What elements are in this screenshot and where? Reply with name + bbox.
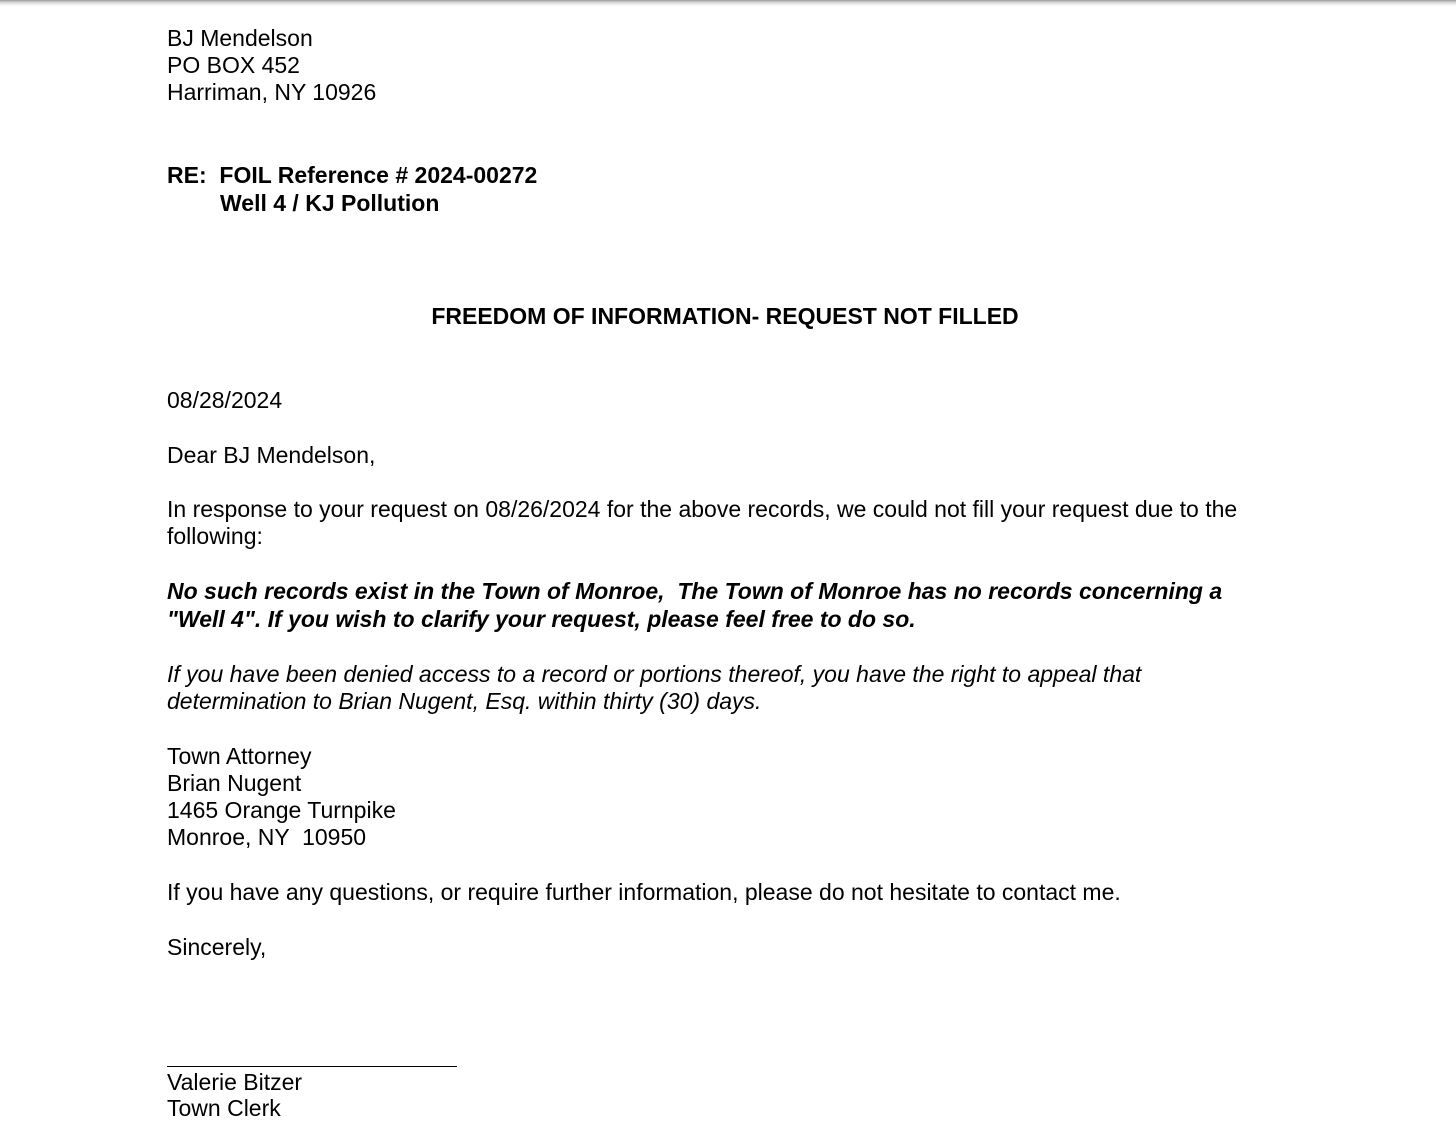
intro-line1: In response to your request on 08/26/2024 for the above records, we could not fill your request due to the [167,496,1238,522]
closing-note: If you have any questions, or require further information, please do not hesitate to contact me. [167,879,1121,905]
sender-address-line2: Harriman, NY 10926 [167,79,377,105]
intro-line2: following: [167,523,263,549]
attorney-city: Monroe, NY 10950 [167,824,367,850]
sender-address-line1: PO BOX 452 [167,52,300,78]
attorney-title: Town Attorney [167,743,312,769]
page-title-text: FREEDOM OF INFORMATION- REQUEST NOT FILLED [431,303,1019,329]
signer-title: Town Clerk [167,1095,281,1121]
reference-line: RE: FOIL Reference # 2024-00272 [167,162,538,188]
letter-date: 08/28/2024 [167,387,283,413]
attorney-name: Brian Nugent [167,770,302,796]
reason-line2: "Well 4". If you wish to clarify your request, please feel free to do so. [167,606,916,632]
appeal-line1: If you have been denied access to a record or portions thereof, you have the right to appeal that [167,661,1142,687]
signer-name: Valerie Bitzer [167,1069,303,1095]
sign-off: Sincerely, [167,934,267,960]
appeal-line2: determination to Brian Nugent, Esq. within thirty (30) days. [167,688,762,714]
salutation: Dear BJ Mendelson, [167,442,376,468]
page-title [0,302,1456,330]
attorney-street: 1465 Orange Turnpike [167,797,396,823]
signature-line [167,1066,457,1067]
reason-line1: No such records exist in the Town of Monroe, The Town of Monroe has no records concerning a [167,578,1223,604]
sender-name: BJ Mendelson [167,25,313,51]
reference-subject: Well 4 / KJ Pollution [220,190,440,216]
